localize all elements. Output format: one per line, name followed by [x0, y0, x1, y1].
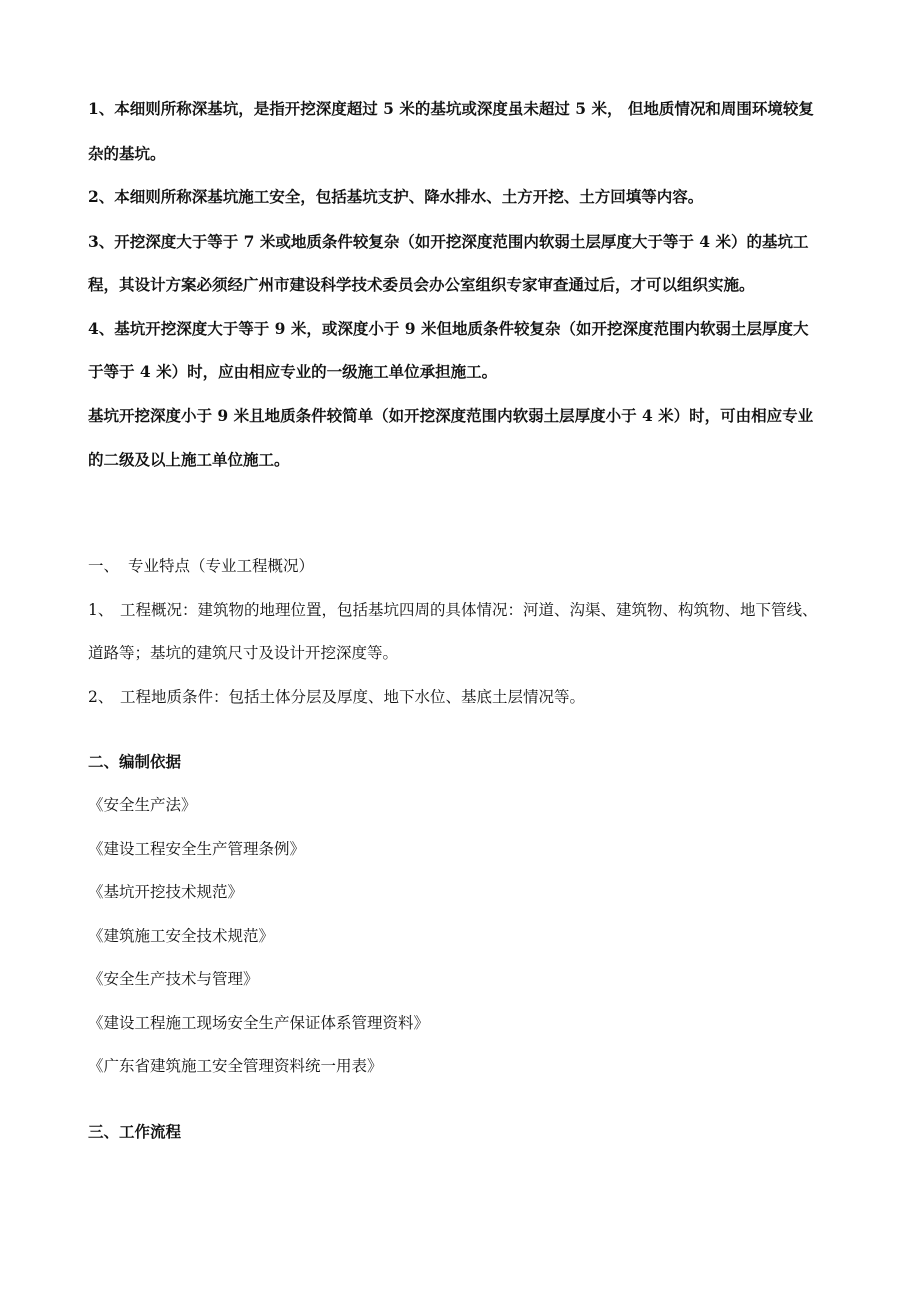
section-1-item-2-text: 工程地质条件：包括土体分层及厚度、地下水位、基底土层情况等。 — [120, 688, 586, 706]
reference-item: 《基坑开挖技术规范》 — [88, 883, 244, 901]
scope-paragraph-3-line-2: 程，其设计方案必须经广州市建设科学技术委员会办公室组织专家审查通过后，才可以组织实施。 — [88, 275, 755, 294]
scope-paragraph-5-line-1: 基坑开挖深度小于 9 米且地质条件较简单（如开挖深度范围内软弱土层厚度小于 4 米）时，可由相应专业 — [88, 406, 814, 425]
section-1-item-1-number: 1、 — [88, 601, 114, 619]
section-1-title: 专业特点（专业工程概况） — [128, 557, 315, 575]
section-1-heading — [88, 555, 314, 577]
scope-paragraph-4-line-1: 4、基坑开挖深度大于等于 9 米，或深度小于 9 米但地质条件较复杂（如开挖深度范围内软弱土层厚度大 — [88, 319, 809, 338]
scope-paragraph-5-line-2: 的二级及以上施工单位施工。 — [88, 450, 290, 469]
section-2-heading: 二、编制依据 — [88, 752, 182, 771]
section-1-item-1-line-2: 道路等；基坑的建筑尺寸及设计开挖深度等。 — [88, 644, 399, 662]
scope-paragraph-4-line-2: 于等于 4 米）时，应由相应专业的一级施工单位承担施工。 — [88, 362, 498, 381]
reference-item: 《安全生产法》 — [88, 796, 197, 814]
section-1-number: 一、 — [88, 557, 120, 575]
section-1-item-2-number: 2、 — [88, 688, 114, 706]
section-1-item-1-line-1 — [88, 599, 818, 621]
reference-item: 《建设工程安全生产管理条例》 — [88, 840, 306, 858]
reference-item: 《安全生产技术与管理》 — [88, 970, 259, 988]
section-1-item-1-text: 工程概况：建筑物的地理位置，包括基坑四周的具体情况：河道、沟渠、建筑物、构筑物、地下管线、 — [120, 601, 818, 619]
section-3-heading: 三、工作流程 — [88, 1122, 182, 1141]
section-1-item-2 — [88, 686, 585, 708]
scope-paragraph-3-line-1: 3、开挖深度大于等于 7 米或地质条件较复杂（如开挖深度范围内软弱土层厚度大于等于 4 米）的基坑工 — [88, 232, 809, 251]
scope-paragraph-1-line-1: 1、本细则所称深基坑，是指开挖深度超过 5 米的基坑或深度虽未超过 5 米， 但地质情况和周围环境较复 — [88, 99, 814, 118]
scope-paragraph-1-line-2: 杂的基坑。 — [88, 144, 166, 163]
reference-item: 《广东省建筑施工安全管理资料统一用表》 — [88, 1057, 383, 1075]
reference-item: 《建筑施工安全技术规范》 — [88, 927, 275, 945]
scope-paragraph-2: 2、本细则所称深基坑施工安全，包括基坑支护、降水排水、土方开挖、土方回填等内容。 — [88, 187, 704, 206]
reference-item: 《建设工程施工现场安全生产保证体系管理资料》 — [88, 1014, 430, 1032]
